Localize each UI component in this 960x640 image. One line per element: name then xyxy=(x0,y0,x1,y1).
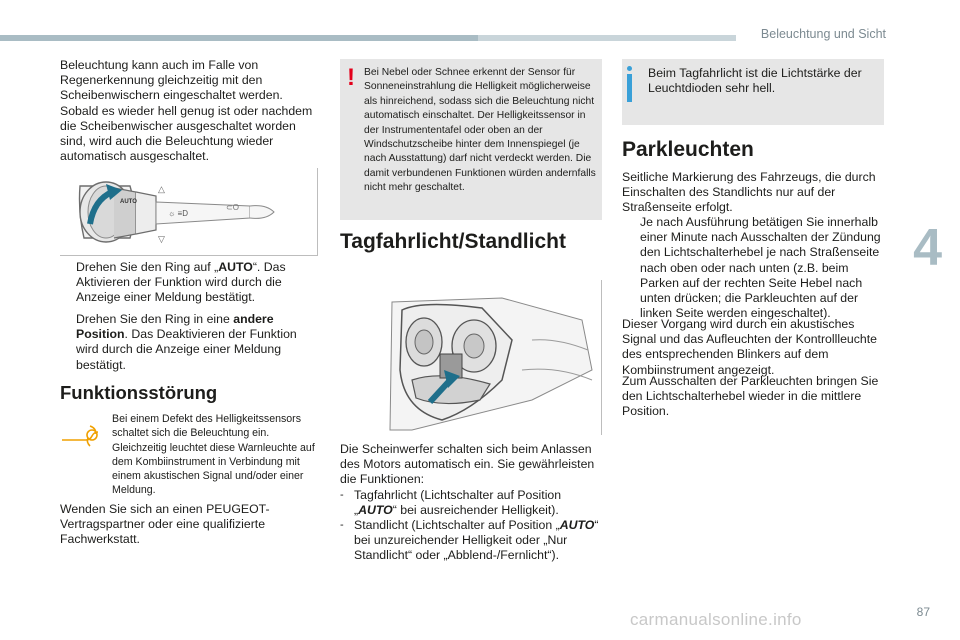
wrench-warning-icon xyxy=(60,420,100,450)
service-paragraph: Wenden Sie sich an einen PEUGEOT-Vertragspartner oder eine qualifizierte Fachwerkstatt. xyxy=(60,502,270,547)
parkleuchten-paragraph3: Zum Ausschalten der Parkleuchten bringen Sie den Lichtschalterhebel wieder in die mittlere Position. xyxy=(622,374,879,419)
dash-mark: - xyxy=(340,519,344,531)
svg-text:⊂O: ⊂O xyxy=(226,203,239,212)
fault-description: Bei einem Defekt des Helligkeitssensors schaltet sich die Beleuchtung ein. Gleichzeitig leuchtet diese Warnleuchte auf dem Kombiinstrument in Verbindung mit einem akustischen Signal und/oder einer Meldung. xyxy=(112,413,315,497)
svg-text:☼ ≡D: ☼ ≡D xyxy=(168,209,188,218)
bullet-auto-on xyxy=(60,260,316,306)
header-bar xyxy=(0,35,478,41)
item2-post: “ bei unzureichender Helligkeit oder „Nur Standlicht“ oder „Abblend-/Fernlicht“). xyxy=(354,518,599,563)
bullet-auto-off xyxy=(60,312,316,374)
list-item-tagfahrlicht xyxy=(340,488,604,520)
parkleuchten-paragraph1: Seitliche Markierung des Fahrzeugs, die durch Einschalten des Standlichts nur auf der Straßenseite erfolgt. xyxy=(622,170,876,215)
item2-bold: AUTO xyxy=(559,518,595,532)
page-number: 87 xyxy=(916,605,930,619)
item2-pre: Standlicht (Lichtschalter auf Position „ xyxy=(354,518,560,532)
dash-mark: - xyxy=(340,489,344,501)
heading-parkleuchten: Parkleuchten xyxy=(622,138,754,161)
headlight-figure xyxy=(382,280,602,435)
light-switch-figure xyxy=(60,168,318,256)
svg-text:△: △ xyxy=(158,184,165,194)
chapter-number: 4 xyxy=(913,219,942,277)
item1-bold: AUTO xyxy=(358,503,393,518)
svg-text:▽: ▽ xyxy=(158,234,165,244)
warning-text: Bei Nebel oder Schnee erkennt der Sensor für Sonneneinstrahlung die Helligkeit möglicherweise als hinreichend, sodass sich die Beleuchtung nicht automatisch einschaltet. Der Helligkeitssensor in der Instrumententafel oder oben an der Windschutzscheibe hinter dem Innenspiegel (je nach Ausstattung) darf nicht verdeckt werden. Die damit verbundenen Funktionen würden andernfalls nicht mehr geschaltet. xyxy=(364,67,596,194)
item1-pre: Tagfahrlicht (Lichtschalter auf Position „ xyxy=(354,488,562,518)
bullet-parkleuchten xyxy=(622,215,886,323)
tagfahrlicht-paragraph: Die Scheinwerfer schalten sich beim Anlassen des Motors automatisch ein. Sie gewährleisten die Funktionen: xyxy=(340,442,595,487)
bullet1-pre: Drehen Sie den Ring auf „ xyxy=(76,260,219,274)
info-icon-dot xyxy=(627,66,632,71)
bullet1-post: “. Das Aktivieren der Funktion wird durch die Anzeige einer Meldung bestätigt. xyxy=(76,260,286,305)
bullet2-bold: andere Position xyxy=(76,312,274,342)
bullet-auto-on-text xyxy=(76,260,316,306)
heading-tagfahrlicht: Tagfahrlicht/Standlicht xyxy=(340,230,566,253)
parkleuchten-paragraph2: Dieser Vorgang wird durch ein akustisches Signal und das Aufleuchten der Kontrollleuchte des entsprechenden Blinkers auf dem Kombiinstrument angezeigt. xyxy=(622,317,877,377)
warning-exclamation-icon: ! xyxy=(347,64,355,91)
intro-paragraph: Beleuchtung kann auch im Falle von Regenerkennung gleichzeitig mit den Scheibenwischern eingeschaltet werden. Sobald es wieder hell genug ist oder nachdem die Scheibenwischer ausgeschaltet worden sind, wird auch die Beleuchtung wieder automatisch ausgeschaltet. xyxy=(60,58,313,164)
heading-funktionsstoerung: Funktionsstörung xyxy=(60,382,218,403)
list-item-standlicht-text xyxy=(354,518,604,564)
section-title: Beleuchtung und Sicht xyxy=(760,27,886,41)
bullet-auto-off-text xyxy=(76,312,316,373)
bullet1-bold: AUTO xyxy=(218,260,253,274)
watermark: carmanualsonline.info xyxy=(630,610,802,629)
info-icon xyxy=(627,74,632,102)
info-text: Beim Tagfahrlicht ist die Lichtstärke der Leuchtdioden sehr hell. xyxy=(648,66,862,96)
bullet2-post: . Das Deaktivieren der Funktion wird durch die Anzeige einer Meldung bestätigt. xyxy=(76,327,297,372)
figure-frame xyxy=(60,168,318,256)
list-item-standlicht xyxy=(340,518,604,566)
bullet2-pre: Drehen Sie den Ring in eine xyxy=(76,312,234,326)
bullet-parkleuchten-text: Je nach Ausführung betätigen Sie innerhalb einer Minute nach Ausschalten der Zündung den Lichtschalterhebel je nach Straßenseite nach oben oder nach unten (z.B. beim Parken auf der rechten Seite Hebel nach unten drücken; die Parkleuchten auf der linken Seite werden eingeschaltet). xyxy=(640,215,881,321)
header-bar-light xyxy=(478,35,736,41)
item1-post: “ bei ausreichender Helligkeit). xyxy=(392,503,559,518)
list-item-tagfahrlicht-text xyxy=(354,488,604,518)
auto-label: AUTO xyxy=(120,199,137,205)
figure-frame xyxy=(382,280,602,435)
